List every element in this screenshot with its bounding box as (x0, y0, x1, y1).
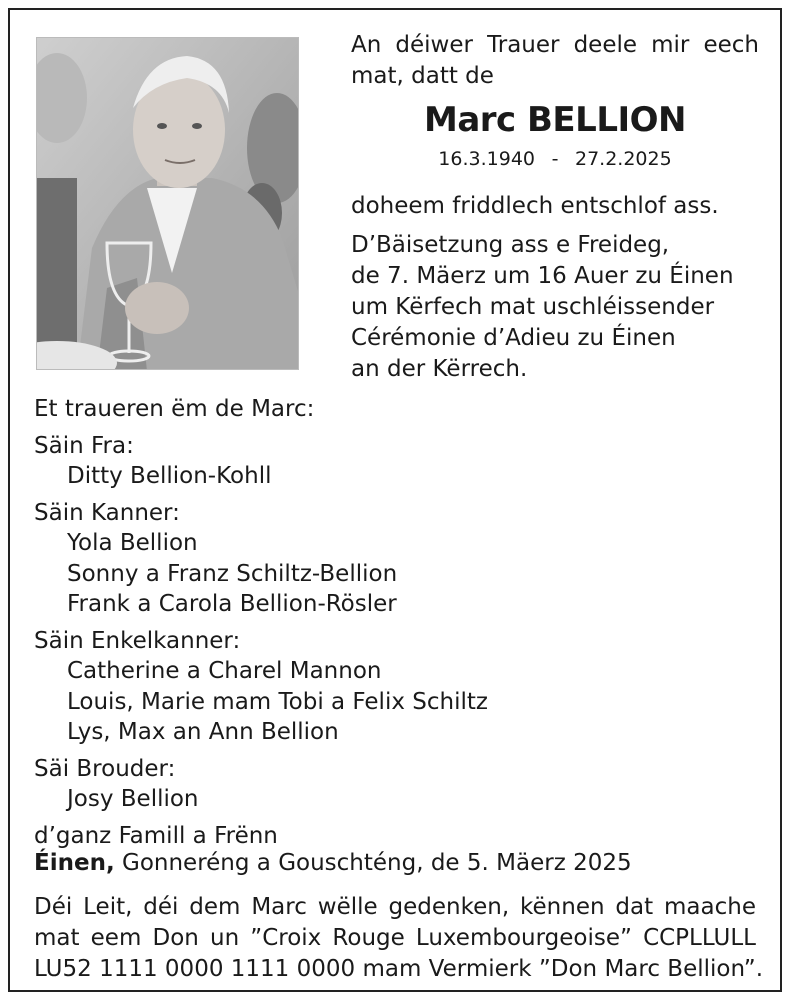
mourner-name: Catherine a Charel Mannon (67, 658, 382, 684)
mourner-group-wife (34, 431, 754, 492)
funeral-line: um Kërfech mat uschléissender (351, 294, 715, 320)
mourner-name: Ditty Bellion-Kohll (67, 463, 272, 489)
mourner-name: Sonny a Franz Schiltz-Bellion (67, 560, 398, 587)
donation-text (34, 892, 764, 985)
intro-line: mat, datt de (351, 63, 494, 89)
life-dates (351, 146, 759, 172)
mourner-group-grandchildren (34, 626, 754, 748)
group-label: Säin Enkelkanner: (34, 627, 241, 654)
mourners-intro: Et traueren ëm de Marc: (34, 396, 315, 422)
donation-line: mat eem Don un ”Croix Rouge Luxembourgeoise” CCPLLULL (34, 925, 756, 951)
mourner-name: Frank a Carola Bellion-Rösler (67, 591, 397, 617)
place-name: Éinen, (34, 850, 115, 876)
intro-line: An déiwer Trauer deele mir eech (351, 32, 759, 58)
funeral-details (351, 230, 771, 385)
mourner-name: Lys, Max an Ann Bellion (67, 719, 339, 745)
donation-line: Déi Leit, déi dem Marc wëlle gedenken, kënnen dat maache (34, 894, 756, 920)
funeral-line: Cérémonie d’Adieu zu Éinen (351, 325, 676, 351)
funeral-line: de 7. Mäerz um 16 Auer zu Éinen (351, 263, 734, 289)
deceased-name: Marc BELLION (423, 100, 686, 140)
intro-text (351, 30, 759, 92)
rest-text: doheem friddlech entschlof ass. (351, 193, 719, 219)
funeral-line: an der Kërrech. (351, 356, 528, 382)
mourners-list (34, 394, 754, 851)
mourner-name: Louis, Marie mam Tobi a Felix Schiltz (67, 688, 488, 715)
mourners-closing: d’ganz Famill a Frënn (34, 822, 278, 849)
death-date: 27.2.2025 (575, 148, 672, 170)
portrait-photo (36, 37, 299, 370)
mourner-name: Yola Bellion (67, 530, 198, 556)
date-separator: - (551, 148, 559, 170)
group-label: Säi Brouder: (34, 755, 176, 782)
group-label: Säin Fra: (34, 432, 134, 459)
place-and-date (34, 848, 632, 879)
donation-line: LU52 1111 0000 1111 0000 mam Vermierk ”Don Marc Bellion”. (34, 956, 764, 982)
mourner-group-brother (34, 754, 754, 815)
group-label: Säin Kanner: (34, 499, 180, 526)
funeral-line: D’Bäisetzung ass e Freideg, (351, 232, 670, 258)
mourner-name: Josy Bellion (67, 786, 199, 812)
portrait-image (37, 38, 299, 370)
birth-date: 16.3.1940 (438, 148, 535, 170)
mourner-group-children (34, 498, 754, 620)
place-date-rest: Gonneréng a Gouschténg, de 5. Mäerz 2025 (114, 850, 632, 876)
